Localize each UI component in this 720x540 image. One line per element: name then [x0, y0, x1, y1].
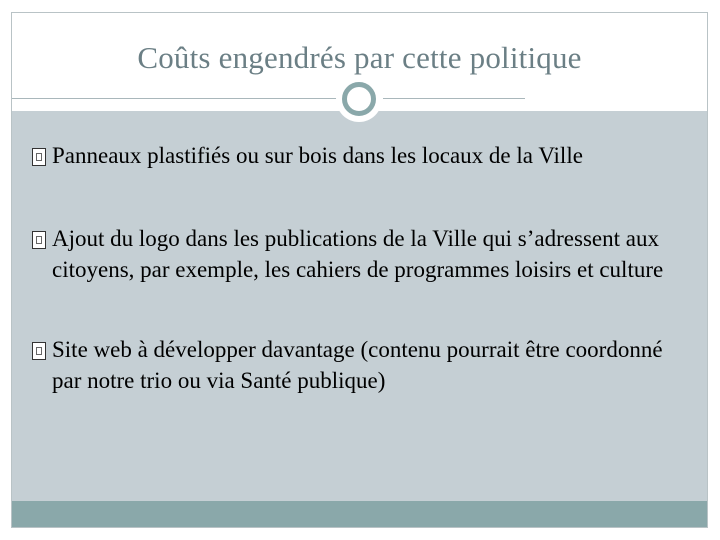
- bullet-text: Site web à développer davantage (contenu pourrait être coordonné par notre trio ou via Santé publique): [52, 337, 663, 393]
- title-rule-left: [12, 98, 337, 99]
- square-bullet-icon: [32, 342, 46, 360]
- bullet-list: [32, 140, 692, 448]
- bullet-item: [32, 140, 692, 171]
- slide-title: Coûts engendrés par cette politique: [137, 40, 582, 75]
- bullet-text: Ajout du logo dans les publications de la Ville qui s’adressent aux citoyens, par exemple, les cahiers de programmes loisirs et culture: [52, 226, 664, 282]
- bullet-item: [32, 334, 692, 396]
- title-rule-right: [383, 98, 525, 99]
- footer-accent-bar: [12, 501, 707, 527]
- square-bullet-icon: [32, 148, 46, 166]
- square-bullet-icon: [32, 231, 46, 249]
- circle-ring-icon: [336, 76, 382, 122]
- bullet-text: Panneaux plastifiés ou sur bois dans les locaux de la Ville: [52, 143, 583, 168]
- circle-ring-inner: [342, 82, 376, 116]
- bullet-item: [32, 223, 692, 285]
